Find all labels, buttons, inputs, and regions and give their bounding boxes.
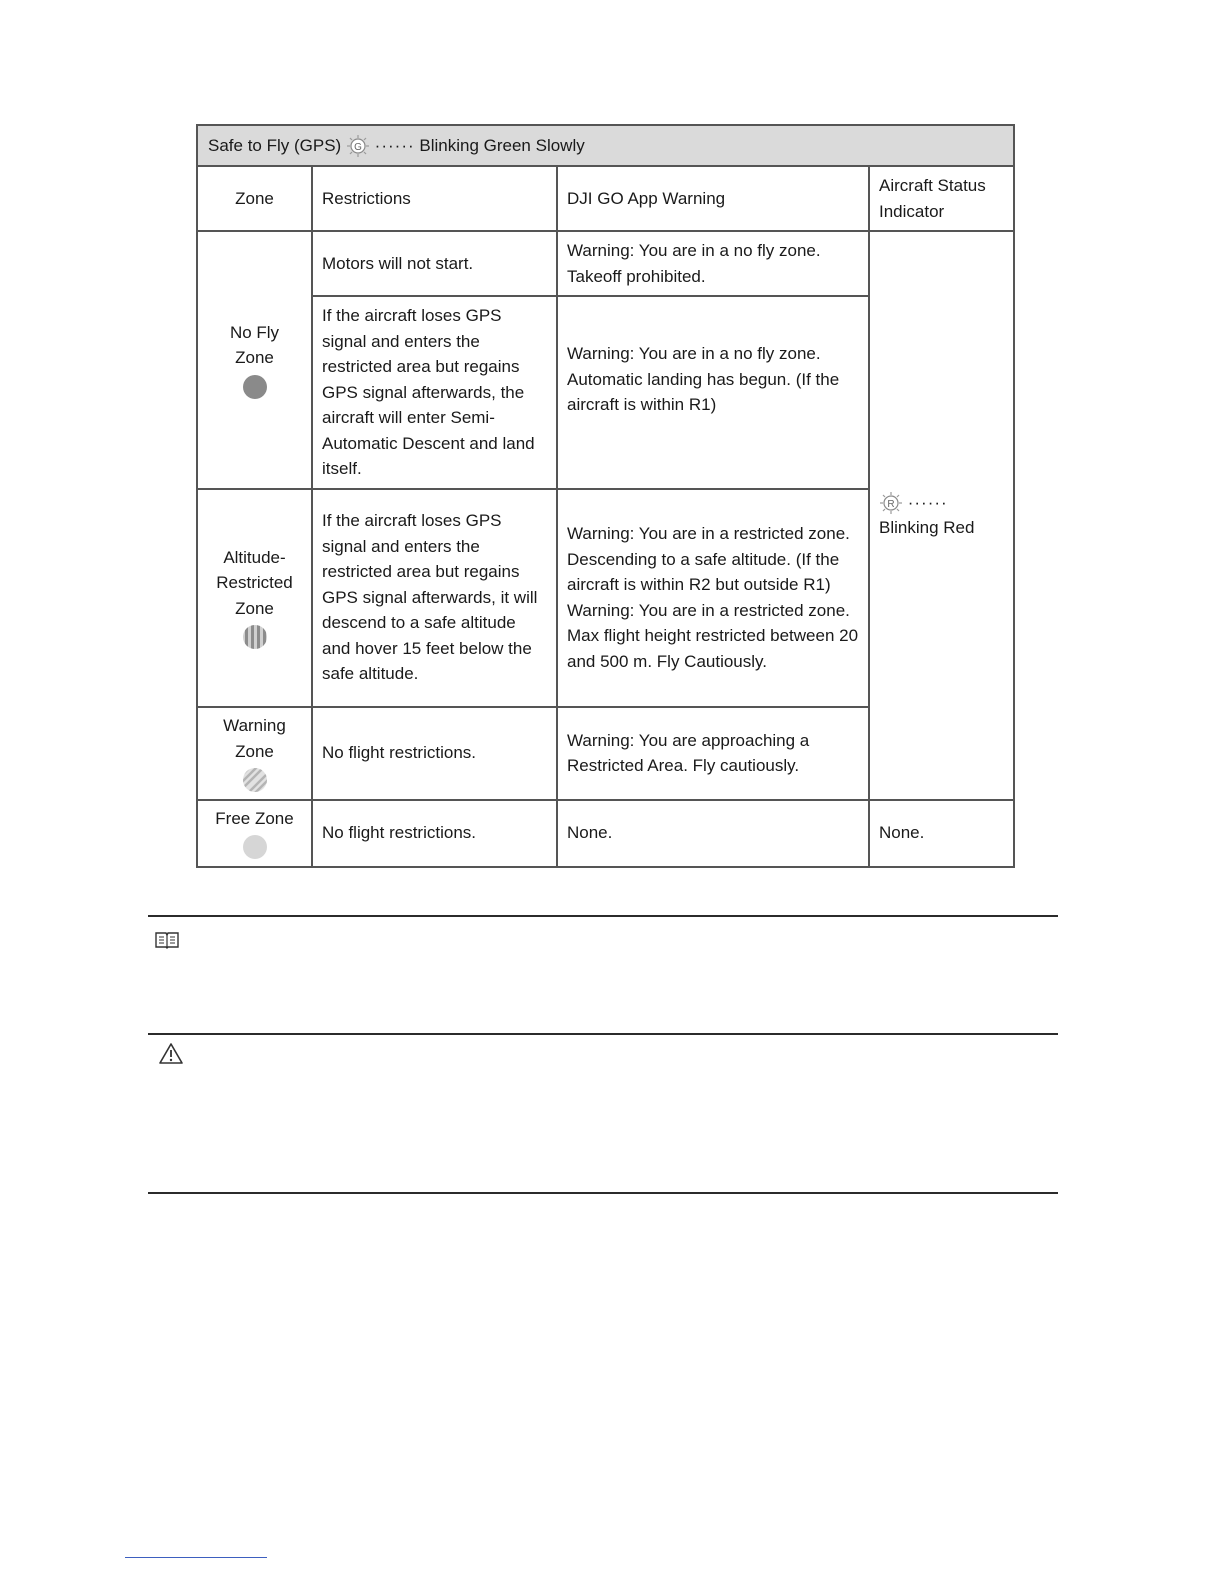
free-zone-indicator: None. — [869, 800, 1014, 867]
free-zone-icon — [242, 834, 268, 860]
no-fly-restriction-2: If the aircraft loses GPS signal and enters the restricted area but regains GPS signal afterwards, the aircraft will enter Semi-Automatic Descent and land itself. — [312, 296, 557, 489]
warning-triangle-icon — [158, 1042, 184, 1066]
header-row — [197, 166, 1014, 231]
no-fly-warning-1: Warning: You are in a no fly zone. Takeoff prohibited. — [557, 231, 869, 296]
no-fly-row-1 — [197, 231, 1014, 296]
caption-status: Blinking Green Slowly — [419, 135, 585, 155]
caution-top-rule — [148, 1033, 1058, 1035]
warning-zone-cell — [197, 707, 312, 800]
header-indicator: Aircraft Status Indicator — [869, 166, 1014, 231]
no-fly-zone-cell — [197, 231, 312, 489]
table-caption-row — [197, 125, 1014, 166]
caution-bottom-rule — [148, 1192, 1058, 1194]
table-caption — [197, 125, 1014, 166]
no-fly-restriction-1: Motors will not start. — [312, 231, 557, 296]
free-zone-label: Free Zone — [215, 808, 294, 828]
green-led-icon — [346, 134, 370, 158]
header-warning: DJI GO App Warning — [557, 166, 869, 231]
red-led-status: Blinking Red — [879, 518, 975, 538]
free-zone-cell — [197, 800, 312, 867]
altitude-restriction: If the aircraft loses GPS signal and enters the restricted area but regains GPS signal afterwards, it will descend to a safe altitude and hover 15 feet below the safe altitude. — [312, 489, 557, 707]
altitude-zone-line2: Restricted — [216, 573, 293, 593]
footer-link-underline[interactable] — [125, 1557, 267, 1558]
altitude-zone-cell — [197, 489, 312, 707]
altitude-zone-icon — [242, 624, 268, 650]
no-fly-zone-line2: Zone — [235, 348, 274, 368]
no-fly-warning-2: Warning: You are in a no fly zone. Automatic landing has begun. (If the aircraft is within R1) — [557, 296, 869, 489]
note-top-rule — [148, 915, 1058, 917]
free-zone-restriction: No flight restrictions. — [312, 800, 557, 867]
header-zone: Zone — [197, 166, 312, 231]
green-led-letter: G — [354, 142, 362, 154]
red-led-dots: ······ — [907, 492, 948, 512]
caption-dots: ······ — [374, 135, 415, 155]
altitude-zone-line3: Zone — [235, 598, 274, 618]
red-led-icon — [879, 491, 903, 515]
altitude-warning-a: Warning: You are in a restricted zone. Descending to a safe altitude. (If the aircraft is within R2 but outside R1) — [567, 524, 850, 594]
warning-zone-icon — [242, 767, 268, 793]
altitude-zone-line1: Altitude- — [223, 547, 286, 567]
header-restrictions: Restrictions — [312, 166, 557, 231]
red-led-letter: R — [887, 499, 895, 511]
free-zone-warning: None. — [557, 800, 869, 867]
no-fly-zone-line1: No Fly — [229, 322, 280, 342]
flight-zone-table — [196, 124, 1015, 868]
book-icon — [154, 930, 180, 950]
no-fly-zone-icon — [242, 374, 268, 400]
indicator-red-cell — [869, 231, 1014, 800]
warning-zone-warning: Warning: You are approaching a Restricted Area. Fly cautiously. — [557, 707, 869, 800]
warning-zone-line2: Zone — [235, 741, 274, 761]
free-zone-row — [197, 800, 1014, 867]
altitude-warning-b: Warning: You are in a restricted zone. Max flight height restricted between 20 and 500 m. Fly Cautiously. — [567, 600, 859, 671]
altitude-warning-cell — [557, 489, 869, 707]
warning-zone-line1: Warning — [223, 716, 286, 735]
caption-title: Safe to Fly (GPS) — [208, 135, 342, 155]
warning-zone-restriction: No flight restrictions. — [312, 707, 557, 800]
